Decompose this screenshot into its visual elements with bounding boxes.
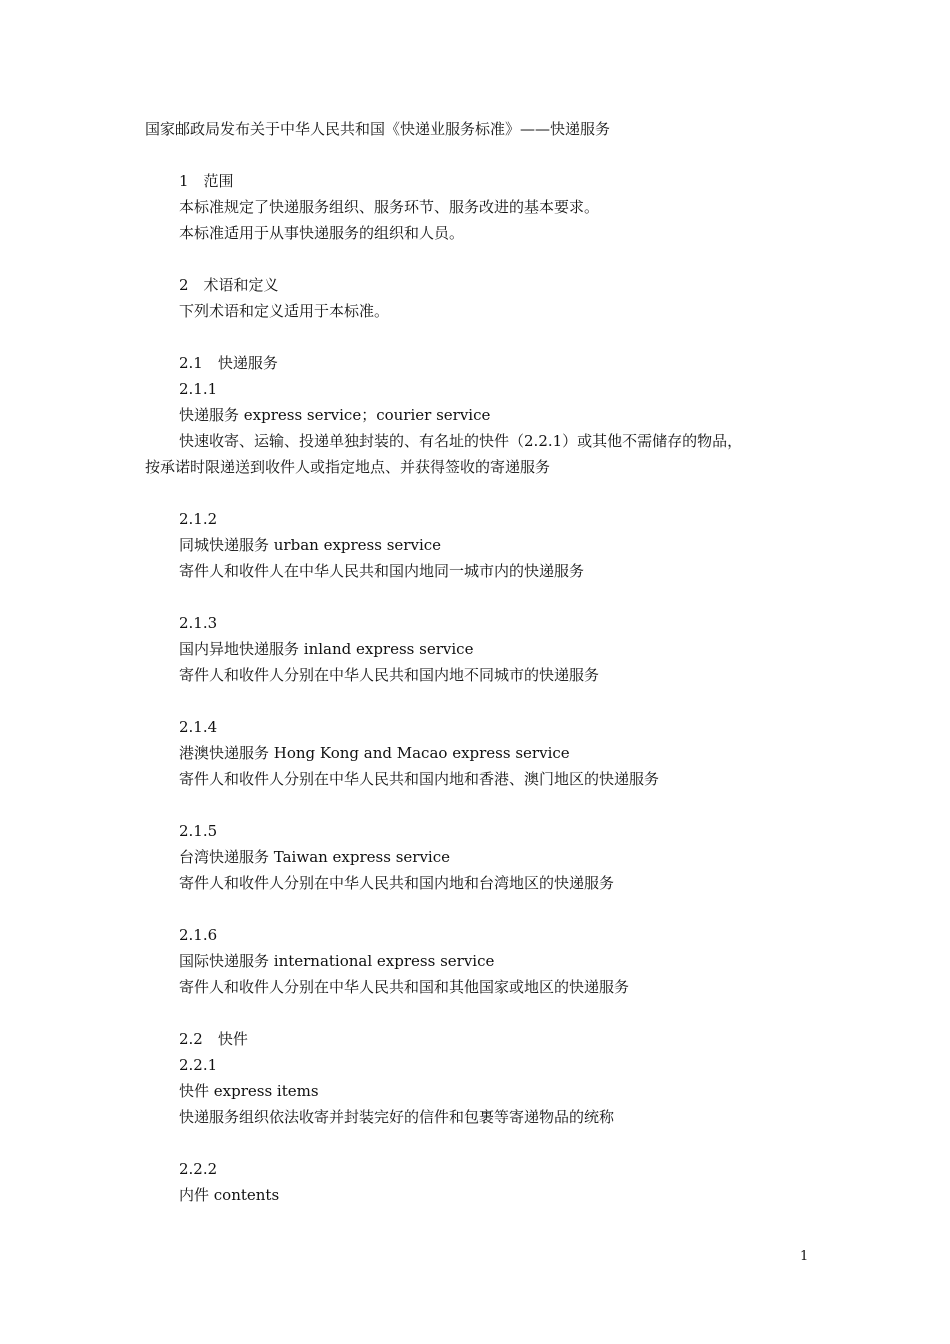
- term-definition: 寄件人和收件人分别在中华人民共和国内地和香港、澳门地区的快递服务: [179, 770, 660, 788]
- term-definition: 快速收寄、运输、投递单独封装的、有名址的快件（2.2.1）或其他不需储存的物品，: [179, 432, 743, 450]
- document-title: 国家邮政局发布关于中华人民共和国《快递业服务标准》——快递服务: [145, 120, 611, 138]
- term-definition: 寄件人和收件人分别在中华人民共和国和其他国家或地区的快递服务: [179, 978, 630, 996]
- term-number: 2.1.5: [179, 822, 218, 840]
- term-name: 快递服务 express service；courier service: [179, 406, 491, 424]
- term-name: 港澳快递服务 Hong Kong and Macao express service: [179, 744, 570, 762]
- term-name: 国际快递服务 international express service: [179, 952, 495, 970]
- term-name: 同城快递服务 urban express service: [179, 536, 442, 554]
- term-number: 2.1.2: [179, 510, 218, 528]
- term-definition: 寄件人和收件人在中华人民共和国内地同一城市内的快递服务: [179, 562, 585, 580]
- section-2-intro: 下列术语和定义适用于本标准。: [179, 302, 390, 320]
- term-definition: 寄件人和收件人分别在中华人民共和国内地和台湾地区的快递服务: [179, 874, 615, 892]
- term-name: 台湾快递服务 Taiwan express service: [179, 848, 451, 866]
- section-1-heading: 1 范围: [179, 172, 234, 190]
- term-number: 2.1.3: [179, 614, 218, 632]
- section-2-heading: 2 术语和定义: [179, 276, 279, 294]
- term-number: 2.2.1: [179, 1056, 218, 1074]
- term-name: 内件 contents: [179, 1186, 280, 1204]
- term-name: 快件 express items: [179, 1082, 319, 1100]
- section-1-paragraph: 本标准适用于从事快递服务的组织和人员。: [179, 224, 465, 242]
- term-definition: 寄件人和收件人分别在中华人民共和国内地不同城市的快递服务: [179, 666, 600, 684]
- term-number: 2.2.2: [179, 1160, 218, 1178]
- term-definition: 按承诺时限递送到收件人或指定地点、并获得签收的寄递服务: [145, 458, 551, 476]
- term-name: 国内异地快递服务 inland express service: [179, 640, 474, 658]
- term-number: 2.1.4: [179, 718, 218, 736]
- term-number: 2.1.1: [179, 380, 218, 398]
- section-2-1-heading: 2.1 快递服务: [179, 354, 278, 372]
- term-number: 2.1.6: [179, 926, 218, 944]
- term-definition: 快递服务组织依法收寄并封装完好的信件和包裹等寄递物品的统称: [179, 1108, 615, 1126]
- page-number: 1: [800, 1249, 809, 1264]
- section-2-2-heading: 2.2 快件: [179, 1030, 248, 1048]
- section-1-paragraph: 本标准规定了快递服务组织、服务环节、服务改进的基本要求。: [179, 198, 600, 216]
